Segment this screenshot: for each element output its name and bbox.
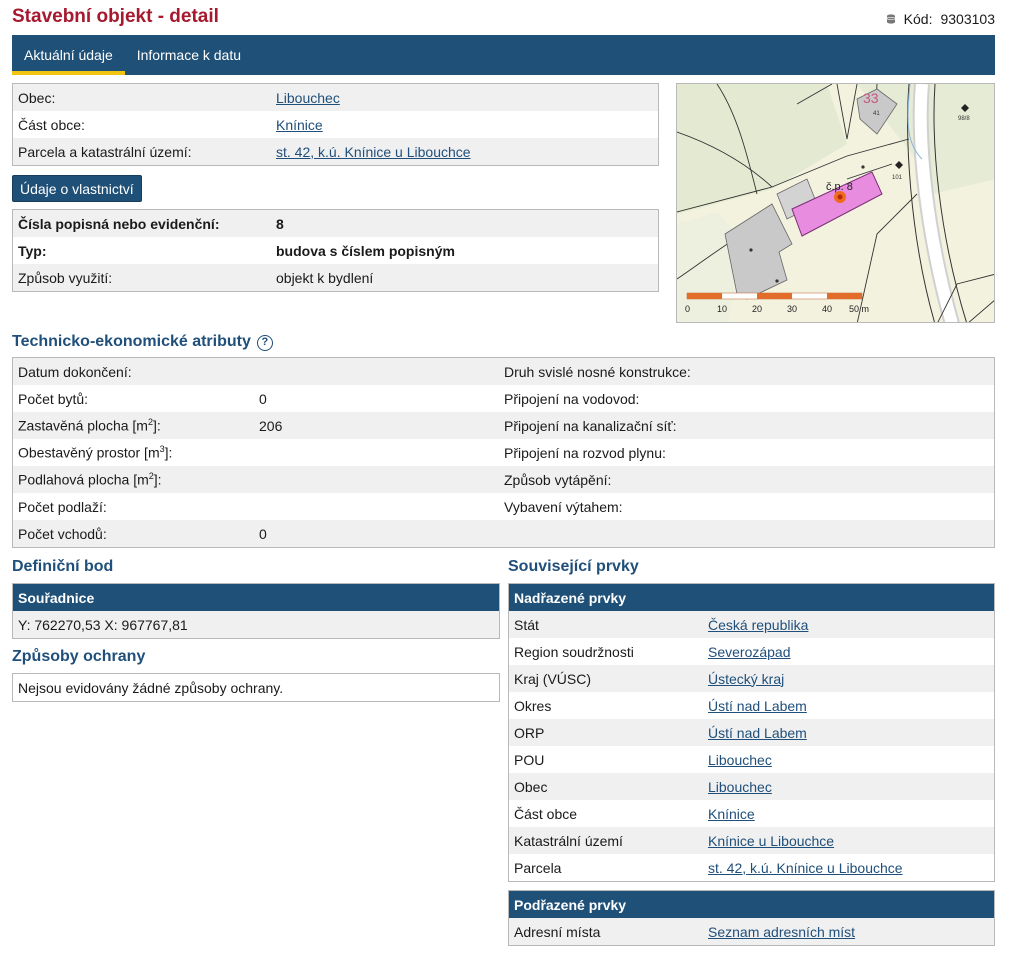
row-label: ORP [514,724,545,741]
table-row [509,827,994,854]
county-link[interactable]: Ústecký kraj [708,670,785,687]
code-value: 9303103 [940,11,995,27]
database-icon [886,14,896,24]
map-building-label: č.p. 8 [826,181,853,193]
table-row [13,493,994,520]
map-parcel-label: 41 [873,111,880,117]
row-label: Datum dokončení: [18,363,132,380]
orp-link[interactable]: Ústí nad Labem [708,724,807,741]
row-label: Čísla popisná nebo evidenční: [18,215,220,232]
location-table [12,83,659,166]
help-icon[interactable]: ? [257,335,273,351]
row-label: Způsob vytápění: [504,471,612,488]
row-value: 0 [259,525,267,542]
state-link[interactable]: Česká republika [708,616,809,633]
tab-bar [12,35,995,75]
map-parcel-label: 33 [863,90,879,106]
municipality-part-link[interactable]: Knínice [708,805,755,822]
municipality-part-link[interactable]: Knínice [276,116,323,133]
row-label: POU [514,751,545,768]
table-row [13,210,658,237]
table-row [509,918,994,945]
row-value: 206 [259,417,283,434]
building-table [12,209,659,292]
table-row [13,237,658,264]
parent-elements-table [508,583,995,882]
row-label: Připojení na vodovod: [504,390,640,407]
pou-link[interactable]: Libouchec [708,751,772,768]
row-label: Způsob využití: [18,269,113,286]
row-label: Stát [514,616,539,633]
table-row [509,665,994,692]
definition-point-title: Definiční bod [12,558,114,575]
protection-value: Nejsou evidovány žádné způsoby ochrany. [13,674,499,701]
row-label: Připojení na kanalizační síť: [504,417,677,434]
table-row [13,520,994,547]
row-label: Adresní místa [514,923,601,940]
row-label: Obestavěný prostor $[m^3]$: [18,444,173,461]
table-row [13,385,994,412]
row-label: Část obce [514,805,578,822]
row-label: Obec: [18,89,56,106]
map-parcel-label: 101 [892,175,903,181]
scale-label: 40 [822,304,833,314]
table-row [509,638,994,665]
row-label: Počet bytů: [18,390,89,407]
table-row [13,138,658,165]
table-row [13,412,994,439]
parcel-link[interactable]: st. 42, k.ú. Knínice u Libouchce [276,143,471,160]
table-row [509,611,994,638]
district-link[interactable]: Ústí nad Labem [708,697,807,714]
child-elements-header: Podřazené prvky [509,891,994,918]
row-label: Část obce: [18,116,85,133]
table-row [509,719,994,746]
building-usage: objekt k bydlení [276,269,374,286]
scale-label: 30 [787,304,798,314]
address-points-link[interactable]: Seznam adresních míst [708,923,856,940]
row-label: Připojení na rozvod plynu: [504,444,666,461]
tab-data-at-date[interactable]: Informace k datu [136,47,242,63]
row-label: Vybavení výtahem: [504,498,623,515]
tech-section-title [12,333,273,351]
child-elements-table [508,890,995,946]
scale-label: 0 [685,304,691,314]
region-link[interactable]: Severozápad [708,643,791,660]
map-parcel-label: 98/8 [958,116,970,122]
map-canvas [677,84,995,323]
scale-label: 10 [717,304,728,314]
cadastral-area-link[interactable]: Knínice u Libouchce [708,832,835,849]
parent-elements-header: Nadřazené prvky [509,584,994,611]
row-label: Počet podlaží: [18,498,107,515]
tech-title-text: Technicko-ekonomické atributy [12,333,251,350]
page-title: Stavební objekt - detail [12,6,219,27]
code-label: Kód: [903,11,933,27]
table-row [13,358,994,385]
row-label: Region soudržnosti [514,643,634,660]
table-row [13,111,658,138]
table-row [509,746,994,773]
table-row [509,773,994,800]
row-value: 0 [259,390,267,407]
building-type: budova s číslem popisným [276,242,455,259]
row-label: Podlahová plocha $[m^2]$: [18,471,162,488]
row-label: Parcela [514,859,562,876]
scale-label: 50 m [849,304,870,314]
ownership-button[interactable]: Údaje o vlastnictví [12,175,142,202]
row-label: Typ: [18,242,47,259]
table-row [13,84,658,111]
object-code [886,11,995,27]
row-label: Počet vchodů: [18,525,107,542]
table-row [509,854,994,881]
cadastral-map[interactable] [676,83,995,323]
row-label: Obec [514,778,548,795]
row-label: Zastavěná plocha $[m^2]$: [18,417,161,434]
table-row [509,692,994,719]
protection-title: Způsoby ochrany [12,648,146,665]
scale-label: 20 [752,304,763,314]
municipality-link[interactable]: Libouchec [708,778,772,795]
table-row [13,439,994,466]
row-label: Parcela a katastrální území: [18,143,192,160]
row-label: Katastrální území [514,832,623,849]
row-label: Kraj (VÚSC) [514,670,592,687]
protection-box [12,673,500,702]
tech-attributes-table [12,357,995,548]
house-number: 8 [276,215,284,232]
coordinates-header: Souřadnice [13,584,499,611]
coordinates-table [12,583,500,639]
table-row [509,800,994,827]
coordinates-value: Y: 762270,53 X: 967767,81 [13,611,499,638]
table-row [13,466,994,493]
table-row [13,264,658,291]
row-label: Okres [514,697,552,714]
municipality-link[interactable]: Libouchec [276,89,340,106]
row-label: Druh svislé nosné konstrukce: [504,363,691,380]
parcel-link[interactable]: st. 42, k.ú. Knínice u Libouchce [708,859,903,876]
tab-current-data[interactable]: Aktuální údaje [12,35,125,75]
related-title: Související prvky [508,558,639,575]
